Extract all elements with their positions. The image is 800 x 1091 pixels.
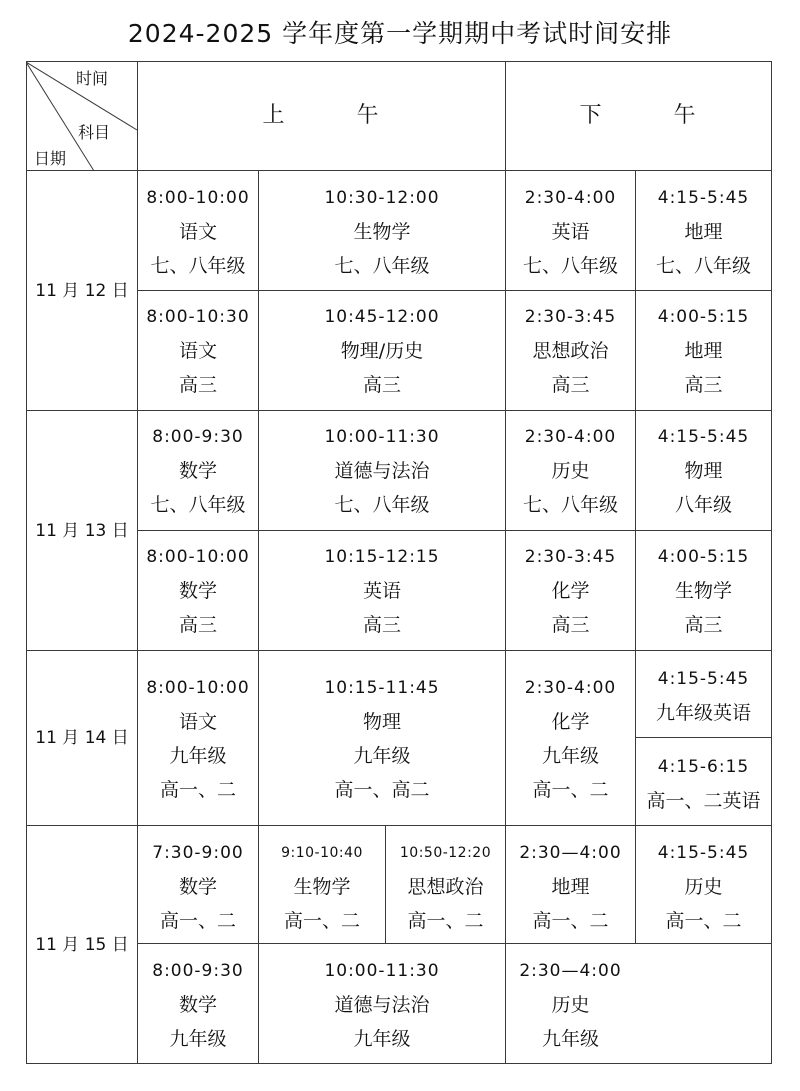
exam-subject: 语文 <box>178 221 217 243</box>
exam-time: 4:15-5:45 <box>657 843 750 863</box>
exam-cell <box>138 954 258 1056</box>
exam-grade: 九年级 <box>353 1028 411 1050</box>
exam-subject: 语文 <box>178 711 217 733</box>
exam-grade: 高一、高二 <box>334 779 430 801</box>
exam-grade: 高三 <box>178 374 217 396</box>
exam-cell <box>636 540 771 642</box>
exam-subject: 历史 <box>684 876 723 898</box>
exam-grade: 七、八年级 <box>334 494 430 516</box>
exam-cell <box>506 670 635 808</box>
exam-subject: 数学 <box>178 994 217 1016</box>
exam-time: 4:15-5:45 <box>657 427 750 447</box>
exam-subject: 化学 <box>551 711 590 733</box>
page-title: 2024-2025 学年度第一学期期中考试时间安排 <box>127 19 673 48</box>
exam-grade: 高三 <box>551 374 590 396</box>
exam-subject: 思想政治 <box>407 876 484 898</box>
exam-time: 4:15-5:45 <box>657 188 750 208</box>
exam-subject: 历史 <box>551 460 590 482</box>
exam-subject: 思想政治 <box>532 340 609 362</box>
date-cell: 11 月 15 日 <box>35 934 129 955</box>
exam-time: 8:00-10:00 <box>146 188 250 208</box>
date-cell: 11 月 14 日 <box>35 728 129 748</box>
exam-time: 9:10-10:40 <box>281 845 363 861</box>
exam-time: 10:50-12:20 <box>399 845 492 861</box>
exam-grade: 七、八年级 <box>522 255 618 277</box>
exam-subject: 英语 <box>362 580 401 602</box>
exam-subject: 道德与法治 <box>334 460 430 482</box>
exam-grade: 高三 <box>362 614 401 636</box>
exam-subject: 高一、二英语 <box>646 790 761 812</box>
exam-subject: 地理 <box>684 340 723 362</box>
exam-cell <box>636 836 771 938</box>
exam-cell <box>259 836 385 938</box>
row-divider <box>635 737 772 738</box>
exam-grade: 九年级 <box>541 1028 599 1050</box>
exam-grade: 高一、二 <box>159 910 236 932</box>
exam-time: 8:00-10:30 <box>146 307 250 327</box>
exam-cell <box>259 670 505 808</box>
exam-time: 10:00-11:30 <box>324 427 440 447</box>
exam-subject: 英语 <box>551 221 590 243</box>
exam-grade: 高一、二 <box>283 910 360 932</box>
exam-time: 8:00-9:30 <box>152 427 244 447</box>
exam-grade: 高一、二 <box>159 779 236 801</box>
exam-grade: 高一、二 <box>665 910 742 932</box>
exam-cell <box>259 300 505 402</box>
exam-cell <box>259 954 505 1056</box>
exam-grade: 高三 <box>684 374 723 396</box>
exam-grade: 高三 <box>178 614 217 636</box>
exam-time: 8:00-9:30 <box>152 961 244 981</box>
exam-cell <box>138 181 258 283</box>
exam-time: 4:15-5:45 <box>657 669 750 689</box>
exam-subject: 地理 <box>551 876 590 898</box>
exam-time: 4:00-5:15 <box>657 307 750 327</box>
exam-time: 2:30-3:45 <box>524 547 617 567</box>
exam-time: 8:00-10:00 <box>146 547 250 567</box>
exam-time: 10:30-12:00 <box>324 188 440 208</box>
exam-subject: 物理/历史 <box>340 340 424 362</box>
exam-time: 4:15-6:15 <box>657 757 750 777</box>
exam-grade: 七、八年级 <box>522 494 618 516</box>
date-cell: 11 月 13 日 <box>35 520 129 541</box>
exam-time: 2:30-4:00 <box>524 427 617 447</box>
morning-header: 上 午 <box>262 103 381 128</box>
exam-grade: 七、八年级 <box>334 255 430 277</box>
exam-time: 10:15-12:15 <box>324 547 440 567</box>
exam-time: 4:00-5:15 <box>657 547 750 567</box>
corner-label-time: 时间 <box>76 69 109 88</box>
exam-cell <box>506 836 635 938</box>
exam-grade: 九年级 <box>169 745 227 767</box>
exam-cell <box>636 300 771 402</box>
exam-subject: 生物学 <box>674 580 732 602</box>
row-divider <box>137 290 772 291</box>
exam-time: 2:30—4:00 <box>519 961 622 981</box>
exam-cell <box>506 954 635 1056</box>
exam-subject: 物理 <box>362 711 401 733</box>
exam-grade: 八年级 <box>674 494 732 516</box>
exam-cell <box>138 836 258 938</box>
exam-cell <box>386 836 505 938</box>
exam-grade: 高三 <box>362 374 401 396</box>
exam-grade: 七、八年级 <box>150 255 246 277</box>
exam-subject: 数学 <box>178 580 217 602</box>
table-border-right <box>771 61 772 1064</box>
exam-subject: 数学 <box>178 460 217 482</box>
exam-time: 2:30-3:45 <box>524 307 617 327</box>
exam-grade: 七、八年级 <box>655 255 751 277</box>
exam-grade: 九年级 <box>353 745 411 767</box>
exam-time: 10:15-11:45 <box>324 678 440 698</box>
exam-grade: 高三 <box>684 614 723 636</box>
exam-cell <box>636 420 771 522</box>
exam-cell <box>636 748 771 820</box>
exam-grade: 高一、二 <box>532 910 609 932</box>
exam-cell <box>259 540 505 642</box>
exam-cell <box>259 181 505 283</box>
exam-cell <box>506 540 635 642</box>
exam-cell <box>138 300 258 402</box>
exam-grade: 七、八年级 <box>150 494 246 516</box>
exam-time: 8:00-10:00 <box>146 678 250 698</box>
exam-subject: 生物学 <box>353 221 411 243</box>
exam-time: 10:00-11:30 <box>324 961 440 981</box>
exam-subject: 生物学 <box>293 876 351 898</box>
exam-cell <box>506 420 635 522</box>
exam-subject: 化学 <box>551 580 590 602</box>
exam-cell <box>636 660 771 732</box>
exam-time: 2:30—4:00 <box>519 843 622 863</box>
date-cell: 11 月 12 日 <box>35 280 129 301</box>
exam-subject: 地理 <box>684 221 723 243</box>
exam-grade: 九年级 <box>169 1028 227 1050</box>
exam-grade: 高一、二 <box>532 779 609 801</box>
afternoon-header: 下 午 <box>579 103 698 128</box>
exam-grade: 高一、二 <box>407 910 484 932</box>
row-divider <box>137 943 772 944</box>
exam-cell <box>506 181 635 283</box>
exam-subject: 数学 <box>178 876 217 898</box>
exam-subject: 道德与法治 <box>334 994 430 1016</box>
exam-subject: 九年级英语 <box>655 702 751 724</box>
exam-subject: 历史 <box>551 994 590 1016</box>
row-divider <box>137 530 772 531</box>
corner-label-subject: 科目 <box>78 123 111 142</box>
exam-cell <box>138 670 258 808</box>
corner-label-date: 日期 <box>34 149 67 168</box>
exam-subject: 物理 <box>684 460 723 482</box>
exam-time: 10:45-12:00 <box>324 307 440 327</box>
exam-grade: 九年级 <box>541 745 599 767</box>
exam-time: 2:30-4:00 <box>524 188 617 208</box>
exam-time: 2:30-4:00 <box>524 678 617 698</box>
exam-grade: 高三 <box>551 614 590 636</box>
exam-cell <box>259 420 505 522</box>
exam-subject: 语文 <box>178 340 217 362</box>
empty-cell <box>636 954 771 1056</box>
exam-cell <box>636 181 771 283</box>
exam-cell <box>138 540 258 642</box>
exam-time: 7:30-9:00 <box>152 843 244 863</box>
exam-cell <box>506 300 635 402</box>
exam-cell <box>138 420 258 522</box>
